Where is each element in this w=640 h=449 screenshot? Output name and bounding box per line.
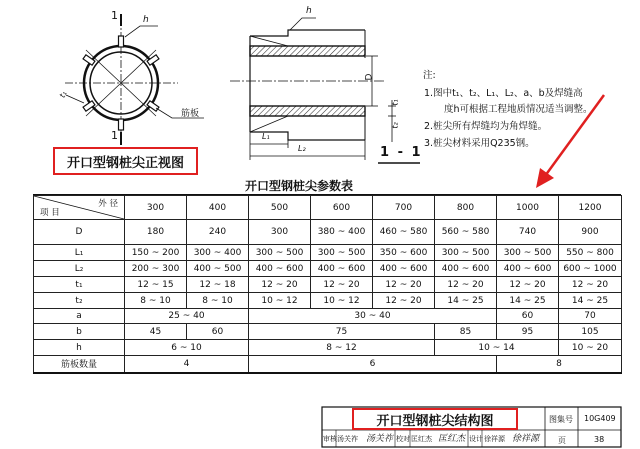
col-header: 600 — [311, 196, 373, 220]
note-line-1: 1.图中t₁、t₂、L₁、L₂、a、b及焊缝高 — [424, 88, 583, 99]
row-label: a — [34, 309, 125, 324]
table-header-row — [34, 196, 622, 220]
table-cell: 8 ~ 12 — [249, 340, 435, 356]
row-l1 — [34, 245, 622, 261]
row-label: L₁ — [34, 245, 125, 261]
table-cell: 350 ~ 600 — [373, 245, 435, 261]
page-label: 页 — [558, 436, 566, 445]
col-header: 400 — [187, 196, 249, 220]
row-label: t₁ — [34, 277, 125, 293]
table-cell: 200 ~ 300 — [125, 261, 187, 277]
table-cell: 105 — [559, 324, 622, 340]
table-cell: 12 ~ 15 — [125, 277, 187, 293]
section-t2-label: t₂ — [390, 122, 400, 129]
table-cell: 25 ~ 40 — [125, 309, 249, 324]
table-title: 开口型钢桩尖参数表 — [245, 179, 354, 193]
table-cell: 60 — [187, 324, 249, 340]
design-label: 设计 — [469, 435, 483, 443]
front-h-label: h — [143, 15, 149, 25]
table-cell: 300 ~ 500 — [249, 245, 311, 261]
table-cell: 60 — [497, 309, 559, 324]
col-header: 800 — [435, 196, 497, 220]
section-h-leader — [290, 18, 316, 30]
table-cell: 8 — [497, 356, 622, 373]
table-cell: 12 ~ 20 — [373, 277, 435, 293]
table-cell: 12 ~ 20 — [311, 277, 373, 293]
rib-bottom — [119, 119, 124, 130]
notes-title: 注: — [423, 70, 436, 81]
table-cell: 550 ~ 800 — [559, 245, 622, 261]
table-cell: 70 — [559, 309, 622, 324]
table-cell: 12 ~ 18 — [187, 277, 249, 293]
table-cell: 10 ~ 12 — [311, 293, 373, 309]
front-view-caption-text: 开口型钢桩尖正视图 — [66, 155, 184, 171]
table-cell: 8 ~ 10 — [125, 293, 187, 309]
table-cell: 300 ~ 400 — [187, 245, 249, 261]
section-mark-bottom: 1 — [111, 129, 118, 142]
table-cell: 6 ~ 10 — [125, 340, 249, 356]
section-view-drawing — [230, 18, 420, 163]
header-corner-bottom: 项 目 — [40, 208, 60, 218]
col-header: 1200 — [559, 196, 622, 220]
drawing-title-text: 开口型钢桩尖结构图 — [376, 413, 494, 429]
proof-label: 校对 — [396, 435, 410, 443]
table-cell: 10 ~ 12 — [249, 293, 311, 309]
proofer-name: 匡红杰 — [411, 435, 432, 443]
designer-name: 徐祥源 — [484, 435, 505, 443]
table-cell: 400 ~ 600 — [373, 261, 435, 277]
col-header: 500 — [249, 196, 311, 220]
col-header: 300 — [125, 196, 187, 220]
table-cell: 900 — [559, 220, 622, 245]
designer-signature: 徐祥源 — [512, 434, 540, 444]
row-label: b — [34, 324, 125, 340]
h-leader — [125, 26, 158, 37]
table-cell: 12 ~ 20 — [373, 293, 435, 309]
table-cell: 600 ~ 1000 — [559, 261, 622, 277]
table-cell: 6 — [249, 356, 497, 373]
rib-label: 筋板 — [181, 109, 200, 119]
table-cell: 400 ~ 500 — [187, 261, 249, 277]
review-label: 审核 — [323, 435, 337, 443]
section-rib-top — [250, 36, 288, 46]
note-line-4: 3.桩尖材料采用Q235钢。 — [424, 138, 535, 149]
table-cell: 300 ~ 500 — [497, 245, 559, 261]
table-cell: 12 ~ 20 — [435, 277, 497, 293]
row-l2 — [34, 261, 622, 277]
row-label: t₂ — [34, 293, 125, 309]
table-cell: 12 ~ 20 — [559, 277, 622, 293]
section-outline-top — [250, 30, 365, 36]
front-t1-label: t₁ — [57, 89, 69, 100]
table-cell: 30 ~ 40 — [249, 309, 497, 324]
red-arrow-head — [536, 168, 554, 188]
table-cell: 380 ~ 400 — [311, 220, 373, 245]
table-cell: 460 ~ 580 — [373, 220, 435, 245]
col-header: 1000 — [497, 196, 559, 220]
section-t1-label: t₁ — [390, 99, 400, 106]
row-t2 — [34, 293, 622, 309]
table-corner-cell — [34, 196, 125, 220]
table-cell: 400 ~ 600 — [497, 261, 559, 277]
section-bottom-wall — [250, 106, 365, 116]
reviewer-signature: 汤关祚 — [366, 434, 394, 444]
table-cell: 560 ~ 580 — [435, 220, 497, 245]
row-ribs — [34, 356, 622, 373]
col-header: 700 — [373, 196, 435, 220]
row-label: L₂ — [34, 261, 125, 277]
page-number: 38 — [594, 435, 605, 444]
row-label: D — [34, 220, 125, 245]
section-top-wall — [250, 46, 365, 56]
row-label: 筋板数量 — [34, 356, 125, 373]
row-d — [34, 220, 622, 245]
section-d-label: D — [364, 73, 375, 81]
rib-top — [119, 36, 124, 47]
table-cell: 12 ~ 20 — [249, 277, 311, 293]
section-l2-label: L₂ — [298, 144, 306, 153]
table-cell: 4 — [125, 356, 249, 373]
row-t1 — [34, 277, 622, 293]
table-cell: 95 — [497, 324, 559, 340]
table-cell: 300 ~ 500 — [435, 245, 497, 261]
table-cell: 12 ~ 20 — [497, 277, 559, 293]
row-h — [34, 340, 622, 356]
table-cell: 400 ~ 600 — [435, 261, 497, 277]
table-cell: 14 ~ 25 — [559, 293, 622, 309]
section-label: 1 - 1 — [380, 145, 423, 160]
table-cell: 14 ~ 25 — [435, 293, 497, 309]
table-cell: 75 — [249, 324, 435, 340]
row-a — [34, 309, 622, 324]
table-cell: 45 — [125, 324, 187, 340]
table-cell: 85 — [435, 324, 497, 340]
section-mark-top: 1 — [111, 9, 118, 22]
table-cell: 14 ~ 25 — [497, 293, 559, 309]
section-l1-label: L₁ — [262, 132, 270, 141]
table-cell: 400 ~ 600 — [249, 261, 311, 277]
table-cell: 400 ~ 600 — [311, 261, 373, 277]
parameter-table — [33, 195, 622, 374]
atlas-number: 10G409 — [584, 414, 616, 423]
front-view-drawing — [65, 14, 204, 145]
reviewer-name: 汤关祚 — [337, 435, 358, 443]
table-cell: 10 ~ 20 — [559, 340, 622, 356]
row-b — [34, 324, 622, 340]
table-cell: 10 ~ 14 — [435, 340, 559, 356]
table-cell: 8 ~ 10 — [187, 293, 249, 309]
row-label: h — [34, 340, 125, 356]
table-cell: 300 — [249, 220, 311, 245]
note-line-2: 度h可根据工程地质情况适当调整。 — [444, 104, 593, 115]
table-cell: 180 — [125, 220, 187, 245]
table-cell: 300 ~ 500 — [311, 245, 373, 261]
t1-dim-line — [66, 95, 84, 103]
note-line-3: 2.桩尖所有焊缝均为角焊缝。 — [424, 121, 548, 132]
table-cell: 150 ~ 200 — [125, 245, 187, 261]
section-rib-bottom — [250, 116, 288, 132]
atlas-label: 图集号 — [549, 415, 573, 424]
front-view-caption — [53, 147, 198, 175]
section-h-label: h — [306, 6, 312, 16]
proofer-signature: 匡红杰 — [438, 434, 466, 444]
table-cell: 740 — [497, 220, 559, 245]
header-corner-top: 外 径 — [98, 199, 118, 209]
table-cell: 240 — [187, 220, 249, 245]
drawing-title — [352, 408, 518, 430]
